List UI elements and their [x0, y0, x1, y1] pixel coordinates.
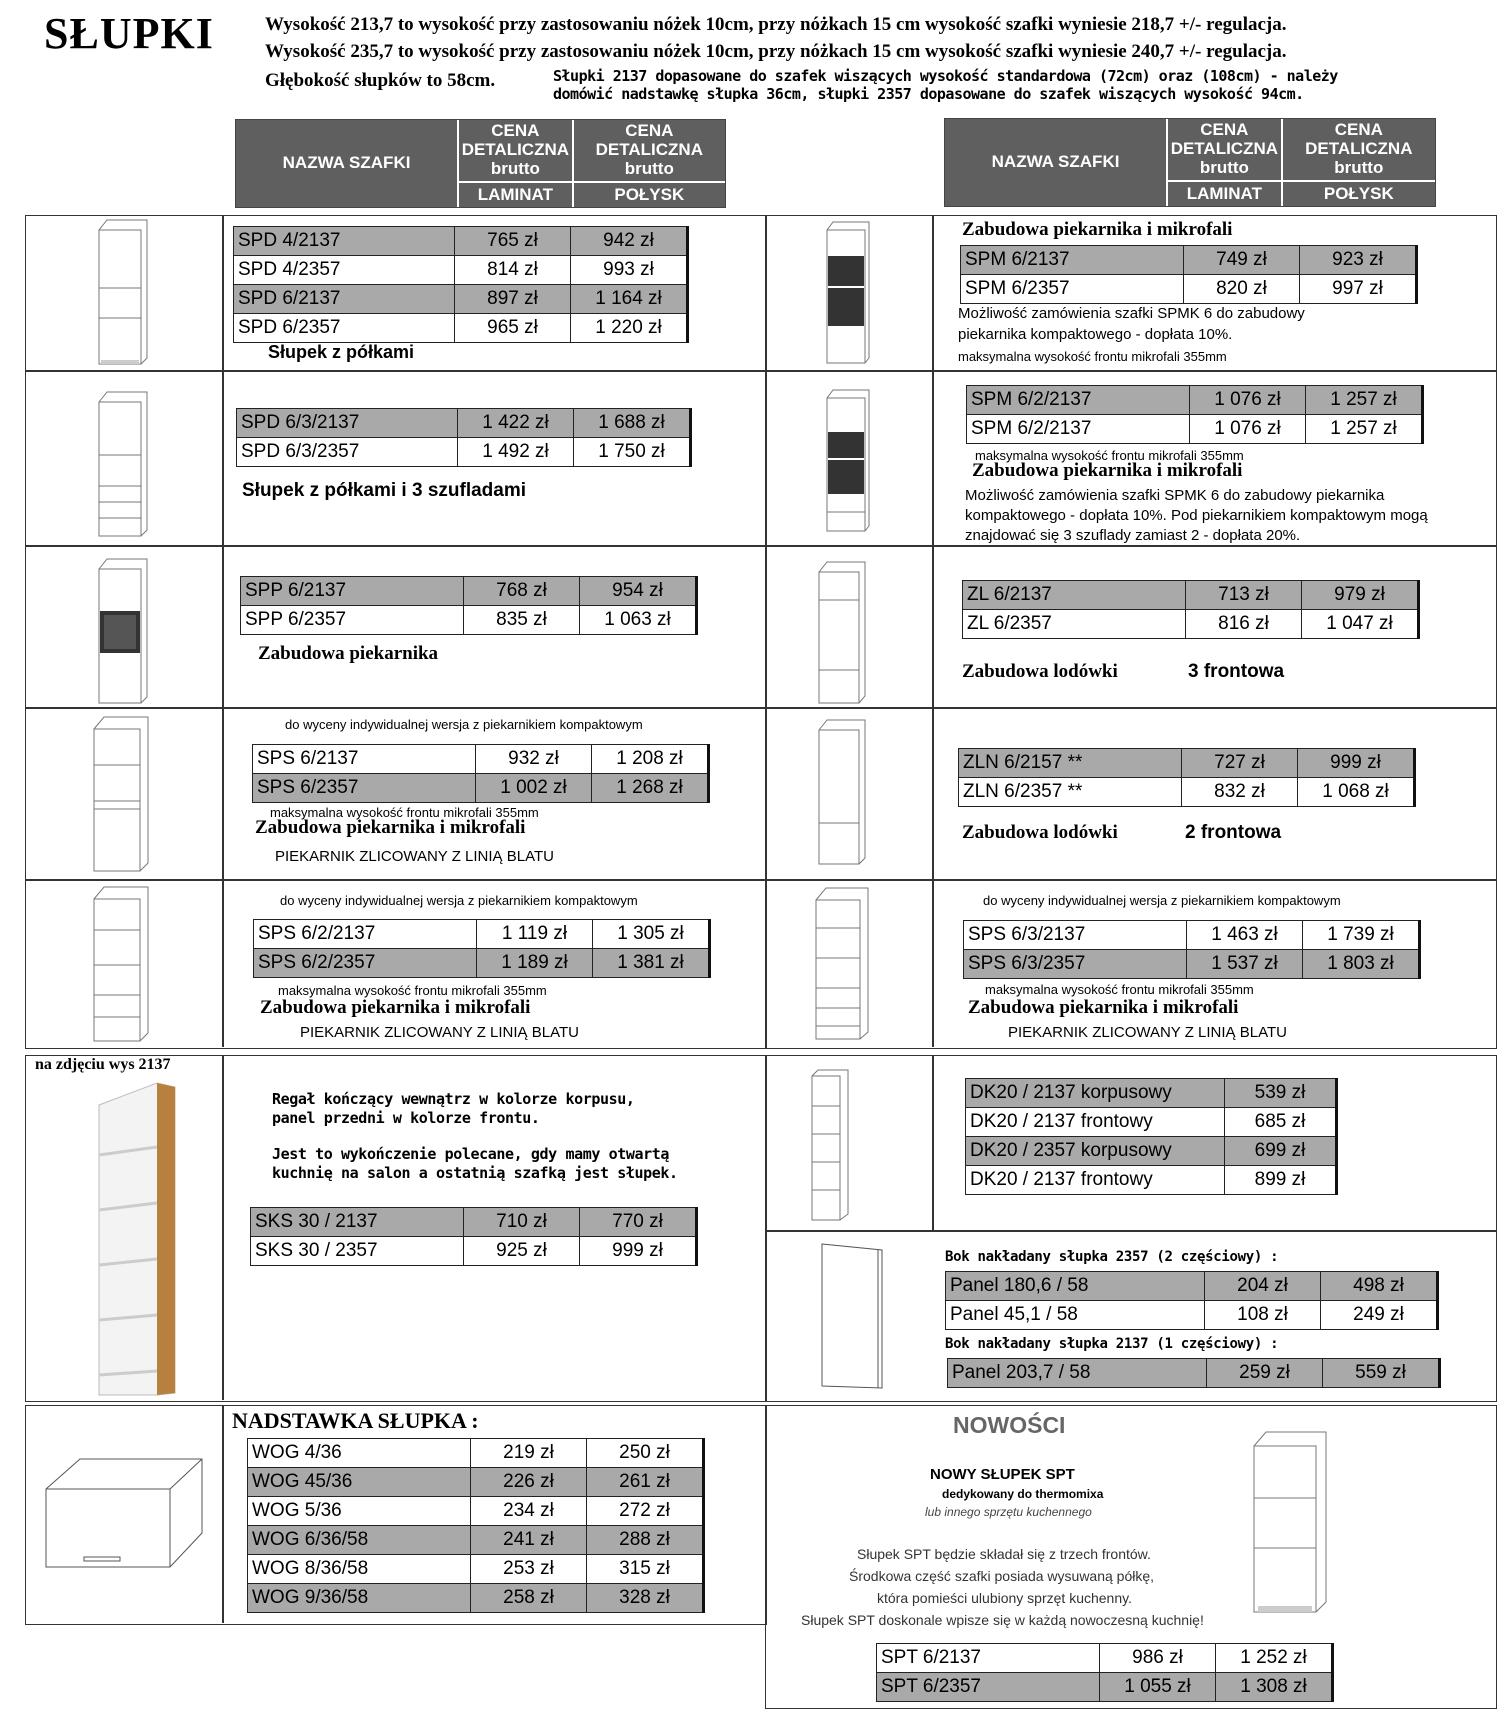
- table-row: [253, 774, 709, 803]
- table-row: [961, 275, 1417, 304]
- table-row: [254, 949, 710, 978]
- caption-sps63: Zabudowa piekarnika i mikrofali: [968, 997, 1239, 1018]
- table-row: [877, 1673, 1333, 1702]
- cabinet-dk-icon: [808, 1068, 858, 1223]
- price-laminat: 1 492 zł: [458, 438, 574, 467]
- caption-spp: Zabudowa piekarnika: [258, 643, 439, 664]
- table-row: [251, 1208, 697, 1237]
- product-name: SPD 6/3/2357: [237, 438, 458, 467]
- table-row: [254, 920, 710, 949]
- price-laminat: 899 zł: [1225, 1166, 1337, 1195]
- price-laminat: 986 zł: [1100, 1644, 1216, 1673]
- note-sps6: do wyceny indywidualnej wersja z piekarnikiem kompaktowym: [285, 717, 643, 732]
- table-panel-1: [945, 1271, 1439, 1330]
- product-name: WOG 9/36/58: [248, 1584, 471, 1613]
- price-polysk: 979 zł: [1302, 581, 1419, 610]
- table-row: [967, 386, 1423, 415]
- intro-line-1: Wysokość 213,7 to wysokość przy zastosowaniu nóżek 10cm, przy nóżkach 15 cm wysokość szafki wyniesie 218,7 +/- regulacja.: [265, 14, 1287, 35]
- product-name: DK20 / 2357 korpusowy: [966, 1137, 1225, 1166]
- price-polysk: 942 zł: [571, 227, 688, 256]
- price-polysk: 1 063 zł: [580, 606, 697, 635]
- price-laminat: 258 zł: [471, 1584, 587, 1613]
- product-name: SPT 6/2137: [877, 1644, 1100, 1673]
- product-name: WOG 8/36/58: [248, 1555, 471, 1584]
- header-polysk: POŁYSK: [574, 181, 725, 207]
- caption2-zl: 3 frontowa: [1188, 661, 1285, 682]
- price-laminat: 108 zł: [1205, 1301, 1321, 1330]
- price-polysk: 1 164 zł: [571, 285, 688, 314]
- product-name: WOG 5/36: [248, 1497, 471, 1526]
- table-row: [251, 1237, 697, 1266]
- intro-note-2: domówić nadstawkę słupka 36cm, słupki 2357 dopasowane do szafek wiszących wysokość 94cm.: [553, 85, 1304, 103]
- product-name: SPD 6/2357: [234, 314, 455, 343]
- price-laminat: 1 002 zł: [476, 774, 592, 803]
- cabinet-spm62-icon: [823, 388, 873, 533]
- price-polysk: 997 zł: [1300, 275, 1417, 304]
- cabinet-zl-icon: [815, 560, 870, 705]
- price-laminat: 816 zł: [1186, 610, 1302, 639]
- product-name: SKS 30 / 2357: [251, 1237, 464, 1266]
- table-spt: [876, 1643, 1334, 1702]
- product-name: SPS 6/2/2137: [254, 920, 477, 949]
- wog-title: NADSTAWKA SŁUPKA :: [232, 1408, 479, 1433]
- caption-sps6: Zabudowa piekarnika i mikrofali: [255, 817, 526, 838]
- caption-sps62: Zabudowa piekarnika i mikrofali: [260, 997, 531, 1018]
- price-polysk: 1 252 zł: [1216, 1644, 1333, 1673]
- price-polysk: 1 047 zł: [1302, 610, 1419, 639]
- table-sps62: [253, 919, 711, 978]
- table-row: [253, 745, 709, 774]
- price-laminat: 765 zł: [455, 227, 571, 256]
- price-laminat: 1 055 zł: [1100, 1673, 1216, 1702]
- caption-spm: Zabudowa piekarnika i mikrofali: [962, 219, 1233, 240]
- small-spm: maksymalna wysokość frontu mikrofali 355mm: [958, 349, 1227, 364]
- spt-desc-3: która pomieści ulubiony sprzęt kuchenny.: [877, 1590, 1132, 1606]
- table-row: [248, 1497, 704, 1526]
- price-laminat: 219 zł: [471, 1439, 587, 1468]
- table-row: [964, 950, 1420, 979]
- cabinet-zln-icon: [815, 718, 870, 866]
- photo-note: na zdjęciu wys 2137: [35, 1056, 171, 1073]
- table-row: [241, 577, 697, 606]
- price-polysk: 1 381 zł: [593, 949, 710, 978]
- table-spd4: [233, 226, 689, 343]
- product-name: DK20 / 2137 frontowy: [966, 1166, 1225, 1195]
- price-laminat: 727 zł: [1182, 749, 1298, 778]
- table-row: [234, 285, 688, 314]
- price-laminat: 1 537 zł: [1187, 950, 1303, 979]
- header-left: NAZWA SZAFKI CENA DETALICZNA brutto LAMINAT CENA DETALICZNA brutto POŁYSK: [235, 119, 726, 208]
- spt-desc-1: Słupek SPT będzie składał się z trzech frontów.: [857, 1546, 1151, 1562]
- table-spm62: [966, 385, 1424, 444]
- sks-desc-3: Jest to wykończenie polecane, gdy mamy otwartą: [272, 1145, 670, 1163]
- cabinet-sps-icon: [90, 715, 152, 873]
- table-wog: [247, 1438, 705, 1613]
- price-laminat: 1 076 zł: [1190, 415, 1306, 444]
- spt-desc-2: Środkowa część szafki posiada wysuwaną półkę,: [849, 1568, 1155, 1584]
- price-polysk: 1 739 zł: [1303, 921, 1420, 950]
- product-name: SKS 30 / 2137: [251, 1208, 464, 1237]
- table-spm: [960, 245, 1418, 304]
- end-shelf-photo: [85, 1075, 185, 1400]
- page-title: SŁUPKI: [44, 9, 214, 58]
- intro-line-2: Wysokość 235,7 to wysokość przy zastosowaniu nóżek 10cm, przy nóżkach 15 cm wysokość szafki wyniesie 240,7 +/- regulacja.: [265, 41, 1287, 62]
- price-polysk: 261 zł: [587, 1468, 704, 1497]
- caption-zln: Zabudowa lodówki: [962, 822, 1118, 843]
- sks-desc-2: panel przedni w kolorze frontu.: [272, 1109, 540, 1127]
- price-polysk: 954 zł: [580, 577, 697, 606]
- price-polysk: 999 zł: [1298, 749, 1415, 778]
- product-name: ZLN 6/2357 **: [959, 778, 1182, 807]
- table-row: [966, 1166, 1337, 1195]
- panel-title-1: Bok nakładany słupka 2357 (2 częściowy) :: [945, 1249, 1279, 1265]
- product-name: ZLN 6/2157 **: [959, 749, 1182, 778]
- product-name: SPT 6/2357: [877, 1673, 1100, 1702]
- table-row: [946, 1301, 1438, 1330]
- price-polysk: 559 zł: [1323, 1359, 1440, 1388]
- small-sps63: maksymalna wysokość frontu mikrofali 355mm: [985, 982, 1254, 997]
- table-row: [248, 1439, 704, 1468]
- note2-spm: piekarnika kompaktowego - dopłata 10%.: [958, 326, 1233, 343]
- note2-spm62: kompaktowego - dopłata 10%. Pod piekarnikiem kompaktowym mogą: [965, 507, 1428, 524]
- price-polysk: 1 208 zł: [592, 745, 709, 774]
- price-polysk: 999 zł: [580, 1237, 697, 1266]
- caption2-sps63: PIEKARNIK ZLICOWANY Z LINIĄ BLATU: [1008, 1024, 1287, 1041]
- price-laminat: 699 zł: [1225, 1137, 1337, 1166]
- table-row: [248, 1555, 704, 1584]
- price-polysk: 1 268 zł: [592, 774, 709, 803]
- product-name: DK20 / 2137 korpusowy: [966, 1079, 1225, 1108]
- intro-note-1: Słupki 2137 dopasowane do szafek wiszących wysokość standardowa (72cm) oraz (108cm) - należy: [553, 67, 1338, 85]
- note-sps62: do wyceny indywidualnej wersja z piekarnikiem kompaktowym: [280, 893, 638, 908]
- product-name: SPD 4/2357: [234, 256, 455, 285]
- table-row: [963, 581, 1419, 610]
- price-polysk: 315 zł: [587, 1555, 704, 1584]
- table-spp: [240, 576, 698, 635]
- price-laminat: 253 zł: [471, 1555, 587, 1584]
- spt-sub2: lub innego sprzętu kuchennego: [925, 1505, 1092, 1519]
- table-row: [248, 1584, 704, 1613]
- price-laminat: 897 zł: [455, 285, 571, 314]
- product-name: SPD 6/2137: [234, 285, 455, 314]
- table-zln: [958, 748, 1416, 807]
- price-polysk: 249 zł: [1321, 1301, 1438, 1330]
- price-polysk: 498 zł: [1321, 1272, 1438, 1301]
- header-laminat: LAMINAT: [459, 181, 572, 207]
- cabinet-sps62-icon: [90, 885, 152, 1043]
- price-laminat: 1 076 zł: [1190, 386, 1306, 415]
- spt-title: NOWY SŁUPEK SPT: [930, 1466, 1075, 1483]
- table-row: [961, 246, 1417, 275]
- small-sps6: maksymalna wysokość frontu mikrofali 355mm: [270, 805, 539, 820]
- product-name: SPD 6/3/2137: [237, 409, 458, 438]
- caption2-sps6: PIEKARNIK ZLICOWANY Z LINIĄ BLATU: [275, 848, 554, 865]
- cabinet-spt-icon: [1250, 1430, 1330, 1615]
- price-polysk: 1 750 zł: [574, 438, 691, 467]
- spt-badge: NOWOŚCI: [953, 1412, 1066, 1438]
- table-row: [946, 1272, 1438, 1301]
- table-row: [234, 227, 688, 256]
- table-sps63: [963, 920, 1421, 979]
- note3-spm62: znajdować się 3 szuflady zamiast 2 - dopłata 20%.: [965, 527, 1301, 544]
- sks-desc-1: Regał kończący wewnątrz w kolorze korpusu,: [272, 1090, 635, 1108]
- price-laminat: 768 zł: [464, 577, 580, 606]
- table-row: [966, 1108, 1337, 1137]
- price-laminat: 814 zł: [455, 256, 571, 285]
- cabinet-wog-icon: [40, 1455, 210, 1575]
- table-row: [963, 610, 1419, 639]
- price-polysk: 923 zł: [1300, 246, 1417, 275]
- table-zl: [962, 580, 1420, 639]
- header-name: NAZWA SZAFKI: [236, 120, 457, 207]
- price-polysk: 1 308 zł: [1216, 1673, 1333, 1702]
- product-name: SPM 6/2357: [961, 275, 1184, 304]
- product-name: SPM 6/2/2137: [967, 415, 1190, 444]
- table-row: [966, 1079, 1337, 1108]
- product-name: SPP 6/2137: [241, 577, 464, 606]
- price-polysk: 1 257 zł: [1306, 415, 1423, 444]
- table-row: [237, 409, 691, 438]
- cabinet-spd-drawers-icon: [95, 390, 150, 538]
- price-polysk: 1 803 zł: [1303, 950, 1420, 979]
- product-name: Panel 180,6 / 58: [946, 1272, 1205, 1301]
- small-spm62: maksymalna wysokość frontu mikrofali 355mm: [975, 448, 1244, 463]
- price-laminat: 539 zł: [1225, 1079, 1337, 1108]
- price-polysk: 1 220 zł: [571, 314, 688, 343]
- note1-spm62: Możliwość zamówienia szafki SPMK 6 do zabudowy piekarnika: [965, 487, 1385, 504]
- product-name: DK20 / 2137 frontowy: [966, 1108, 1225, 1137]
- caption-spd63: Słupek z półkami i 3 szufladami: [242, 480, 527, 501]
- cabinet-spd-icon: [95, 218, 150, 366]
- table-row: [248, 1526, 704, 1555]
- caption2-zln: 2 frontowa: [1185, 822, 1282, 843]
- price-laminat: 685 zł: [1225, 1108, 1337, 1137]
- price-laminat: 1 189 zł: [477, 949, 593, 978]
- spt-desc-4: Słupek SPT doskonale wpisze się w każdą nowoczesną kuchnię!: [801, 1612, 1204, 1628]
- product-name: SPM 6/2137: [961, 246, 1184, 275]
- table-spd63: [236, 408, 692, 467]
- cabinet-spm-icon: [823, 220, 873, 365]
- price-polysk: 1 068 zł: [1298, 778, 1415, 807]
- side-panel-icon: [818, 1240, 886, 1390]
- table-row: [959, 778, 1415, 807]
- price-laminat: 820 zł: [1184, 275, 1300, 304]
- caption-zl: Zabudowa lodówki: [962, 661, 1118, 682]
- price-laminat: 965 zł: [455, 314, 571, 343]
- price-laminat: 1 119 zł: [477, 920, 593, 949]
- price-laminat: 1 463 zł: [1187, 921, 1303, 950]
- table-row: [237, 438, 691, 467]
- cabinet-oven-icon: [95, 557, 150, 705]
- table-row: [967, 415, 1423, 444]
- price-laminat: 226 zł: [471, 1468, 587, 1497]
- product-name: SPS 6/2357: [253, 774, 476, 803]
- product-name: Panel 203,7 / 58: [948, 1359, 1207, 1388]
- table-row: [248, 1468, 704, 1497]
- table-row: [877, 1644, 1333, 1673]
- small-sps62: maksymalna wysokość frontu mikrofali 355mm: [278, 983, 547, 998]
- table-sps6: [252, 744, 710, 803]
- product-name: SPS 6/2/2357: [254, 949, 477, 978]
- caption-spm62: Zabudowa piekarnika i mikrofali: [972, 460, 1243, 481]
- intro-line-3: Głębokość słupków to 58cm.: [265, 70, 496, 91]
- price-polysk: 1 305 zł: [593, 920, 710, 949]
- price-polysk: 288 zł: [587, 1526, 704, 1555]
- table-row: [234, 256, 688, 285]
- table-row: [959, 749, 1415, 778]
- panel-title-2: Bok nakładany słupka 2137 (1 częściowy) :: [945, 1336, 1279, 1352]
- table-dk: [965, 1078, 1338, 1195]
- price-laminat: 234 zł: [471, 1497, 587, 1526]
- product-name: SPP 6/2357: [241, 606, 464, 635]
- product-name: SPS 6/3/2357: [964, 950, 1187, 979]
- table-row: [948, 1359, 1440, 1388]
- spt-sub: dedykowany do thermomixa: [942, 1487, 1104, 1501]
- product-name: WOG 6/36/58: [248, 1526, 471, 1555]
- product-name: WOG 4/36: [248, 1439, 471, 1468]
- product-name: SPD 4/2137: [234, 227, 455, 256]
- table-row: [241, 606, 697, 635]
- product-name: Panel 45,1 / 58: [946, 1301, 1205, 1330]
- price-polysk: 250 zł: [587, 1439, 704, 1468]
- product-name: ZL 6/2357: [963, 610, 1186, 639]
- product-name: SPS 6/3/2137: [964, 921, 1187, 950]
- price-laminat: 713 zł: [1186, 581, 1302, 610]
- sks-desc-4: kuchnię na salon a ostatnią szafką jest słupek.: [272, 1164, 678, 1182]
- price-laminat: 749 zł: [1184, 246, 1300, 275]
- price-polysk: 1 257 zł: [1306, 386, 1423, 415]
- price-laminat: 835 zł: [464, 606, 580, 635]
- product-name: SPS 6/2137: [253, 745, 476, 774]
- price-laminat: 832 zł: [1182, 778, 1298, 807]
- product-name: SPM 6/2/2137: [967, 386, 1190, 415]
- table-row: [234, 314, 688, 343]
- price-laminat: 241 zł: [471, 1526, 587, 1555]
- price-laminat: 204 zł: [1205, 1272, 1321, 1301]
- table-sks: [250, 1207, 698, 1266]
- price-polysk: 1 688 zł: [574, 409, 691, 438]
- table-panel-2: [947, 1358, 1441, 1388]
- header-right: NAZWA SZAFKI CENA DETALICZNA brutto LAMINAT CENA DETALICZNA brutto POŁYSK: [944, 118, 1436, 207]
- price-laminat: 710 zł: [464, 1208, 580, 1237]
- caption-spd4: Słupek z półkami: [268, 342, 415, 362]
- product-name: WOG 45/36: [248, 1468, 471, 1497]
- table-row: [966, 1137, 1337, 1166]
- cabinet-sps63-icon: [812, 886, 872, 1041]
- price-laminat: 259 zł: [1207, 1359, 1323, 1388]
- price-polysk: 993 zł: [571, 256, 688, 285]
- table-row: [964, 921, 1420, 950]
- price-laminat: 932 zł: [476, 745, 592, 774]
- price-laminat: 925 zł: [464, 1237, 580, 1266]
- price-polysk: 770 zł: [580, 1208, 697, 1237]
- price-polysk: 328 zł: [587, 1584, 704, 1613]
- price-polysk: 272 zł: [587, 1497, 704, 1526]
- price-laminat: 1 422 zł: [458, 409, 574, 438]
- product-name: ZL 6/2137: [963, 581, 1186, 610]
- note-sps63: do wyceny indywidualnej wersja z piekarnikiem kompaktowym: [983, 893, 1341, 908]
- caption2-sps62: PIEKARNIK ZLICOWANY Z LINIĄ BLATU: [300, 1024, 579, 1041]
- note1-spm: Możliwość zamówienia szafki SPMK 6 do zabudowy: [958, 305, 1305, 322]
